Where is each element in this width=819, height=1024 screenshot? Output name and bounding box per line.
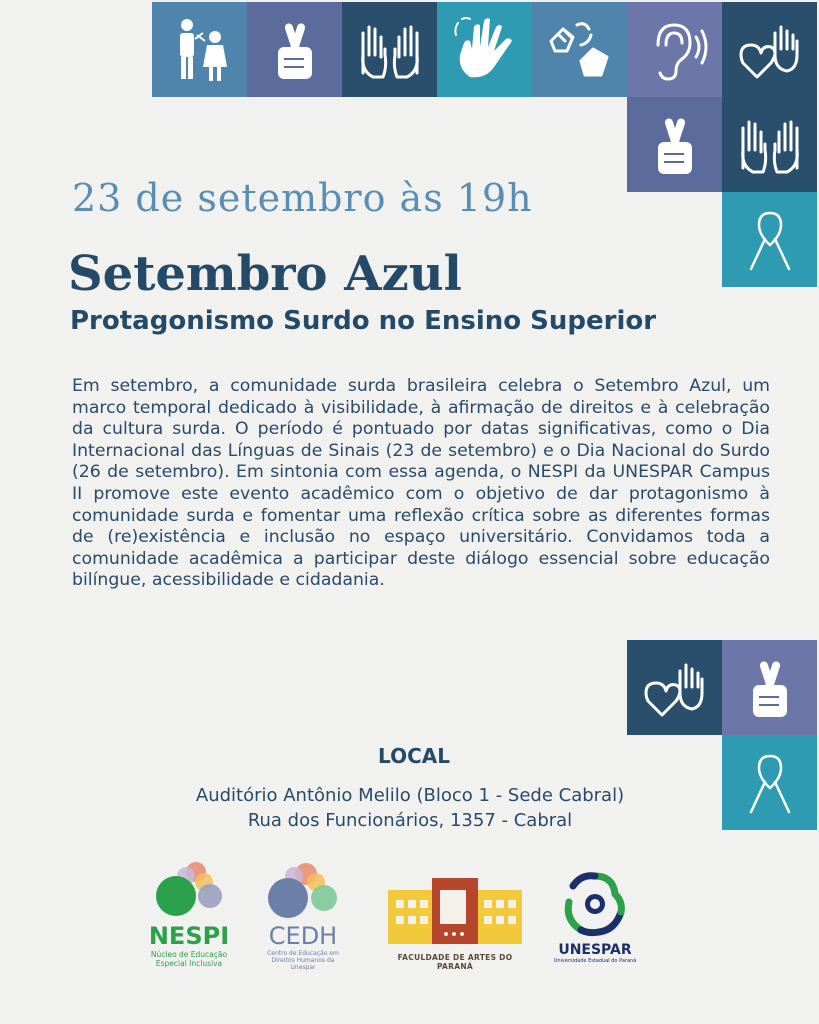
awareness-ribbon-icon — [735, 205, 805, 275]
people-signing-icon — [165, 15, 235, 85]
tile-open-hands — [342, 2, 437, 97]
tile-hearing-ear — [627, 2, 722, 97]
nespi-logo — [148, 860, 230, 968]
signing-hands-icon — [545, 15, 615, 85]
fap-logo — [386, 876, 524, 971]
unespar-name: UNESPAR — [558, 942, 632, 958]
tile-crossed-fingers — [247, 2, 342, 97]
tile-ribbon — [722, 192, 817, 287]
nespi-subtitle-1: Núcleo de Educação — [150, 950, 228, 959]
nespi-name: NESPI — [148, 922, 230, 950]
tile-heart-hand — [722, 2, 817, 97]
heart-love-hand-icon — [735, 15, 805, 85]
fap-name: FACULDADE DE ARTES DO PARANÁ — [397, 953, 513, 971]
unespar-logo — [550, 868, 640, 964]
open-hands-icon — [735, 110, 805, 180]
nespi-subtitle-2: Especial Inclusiva — [155, 959, 223, 968]
tile-crossed-fingers-2 — [627, 97, 722, 192]
page-subtitle: Protagonismo Surdo no Ensino Superior — [70, 306, 657, 336]
crossed-fingers-icon — [260, 15, 330, 85]
tile-heart-hand-2 — [627, 640, 722, 735]
tile-crossed-fingers-3 — [722, 640, 817, 735]
venue-address: Rua dos Funcionários, 1357 - Cabral — [247, 810, 573, 831]
page-title: Setembro Azul — [68, 246, 462, 302]
cedh-logo — [260, 860, 346, 971]
nespi-circles-icon — [148, 860, 230, 920]
crossed-fingers-icon — [735, 653, 805, 723]
cedh-name: CEDH — [268, 922, 338, 950]
event-description: Em setembro, a comunidade surda brasileira celebra o Setembro Azul, um marco temporal dedicado à visibilidade, à afirmação de direitos e à celebração da cultura surda. O período é pontuado por datas significativas, como o Dia Internacional das Línguas de Sinais (23 de setembro) e o Dia Nacional do Surdo (26 de setembro). Em sintonia com essa agenda, o NESPI da UNESPAR Campus II promove este evento acadêmico com o objetivo de dar protagonismo à comunidade surda e fomentar uma reflexão crítica sobre as diferentes formas de (re)existência e inclusão no espaço universitário. Convidamos toda a comunidade acadêmica a participar deste diálogo essencial sobre educação bilíngue, acessibilidade e cidadania. — [72, 376, 770, 591]
hearing-ear-icon — [640, 15, 710, 85]
heart-love-hand-icon — [640, 653, 710, 723]
waving-hand-icon — [450, 15, 520, 85]
tile-waving-hand — [437, 2, 532, 97]
tile-signing-hands — [532, 2, 627, 97]
cedh-subtitle-1: Centro de Educação em — [267, 950, 339, 957]
unespar-subtitle: Universidade Estadual do Paraná — [553, 958, 637, 964]
unespar-emblem-icon — [550, 868, 640, 940]
venue-name: Auditório Antônio Melilo (Bloco 1 - Sede Cabral) — [195, 785, 625, 806]
tile-open-hands-2 — [722, 97, 817, 192]
cedh-subtitle-2: Direitos Humanos da Unespar — [271, 957, 335, 971]
crossed-fingers-icon — [640, 110, 710, 180]
tile-people-signing — [152, 2, 247, 97]
event-date-time: 23 de setembro às 19h — [72, 176, 533, 220]
open-hands-icon — [355, 15, 425, 85]
local-heading: LOCAL — [378, 744, 450, 768]
cedh-circles-icon — [260, 860, 346, 920]
fap-building-icon — [386, 876, 524, 946]
